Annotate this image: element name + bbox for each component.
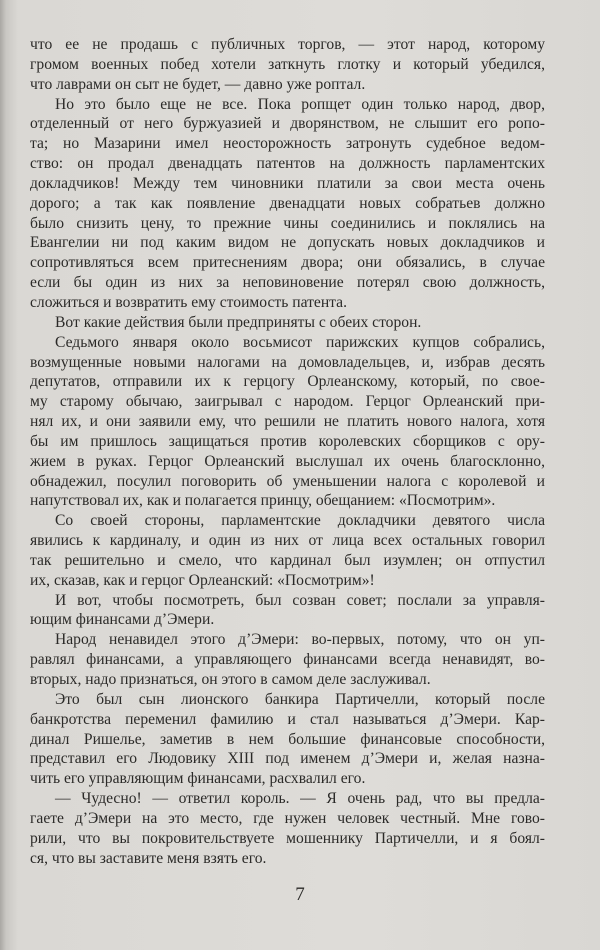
text-line: Евангелии ни под каким видом не допускать новых докладчиков и <box>30 234 545 252</box>
text-line: вторых, надо признаться, он этого в самом деле заслуживал. <box>30 671 431 688</box>
text-line: чить его управляющим финансами, расхвалил его. <box>30 770 366 788</box>
paragraph <box>30 789 545 868</box>
paragraph <box>30 591 545 631</box>
text-line: жием в руках. Герцог Орлеанский выслушал их очень благосклонно, <box>30 452 545 470</box>
text-line: громом военных побед хотели заткнуть глотку и который убедился, <box>30 55 545 73</box>
text-line: му старому обычаю, заигрывал с народом. Герцог Орлеанский при- <box>30 393 545 411</box>
text-line: Народ ненавидел этого д’Эмери: во-первых, потому, что он уп- <box>55 631 545 649</box>
text-line: Седьмого января около восьмисот парижских купцов собрались, <box>55 333 545 351</box>
text-line: отделенный от него буржуазией и дворянством, не слышит его ропо- <box>30 115 545 133</box>
text-line: докладчиков! Между тем чиновники платили за свои места очень <box>30 174 545 192</box>
book-page-text <box>30 35 545 868</box>
text-line: депутатов, отправили их к герцогу Орлеанскому, который, по свое- <box>30 373 545 391</box>
text-line: банкротства переменил фамилию и стал называться д’Эмери. Кар- <box>30 710 545 728</box>
text-line: И вот, чтобы посмотреть, был созван совет; послали за управля- <box>55 591 545 609</box>
text-line: ся, что вы заставите меня взять его. <box>30 849 267 867</box>
text-line: возмущенные новыми налогами на домовладельцев, и, избрав десять <box>30 353 545 371</box>
text-line: было снизить цену, то прежние чины соединились и поклялись на <box>30 214 545 232</box>
paragraph <box>30 313 545 333</box>
text-line: сопротивляться всем притеснениям двора; они обязались, в случае <box>30 254 545 272</box>
text-line: Со своей стороны, парламентские докладчики девятого числа <box>55 512 545 530</box>
paragraph <box>30 333 545 512</box>
text-line: нял их, и они заявили ему, что решили не платить нового налога, хотя <box>30 413 545 431</box>
text-line: явились к кардиналу, и один из них от лица всех остальных говорил <box>30 532 545 550</box>
text-line: представил его Людовику XIII под именем д’Эмери и, желая назна- <box>30 750 545 768</box>
text-line: дорого; а так как появление двенадцати новых собратьев должно <box>30 194 545 212</box>
text-line: если бы один из них за неповиновение потерял свою должность, <box>30 274 545 292</box>
text-line: бы им пришлось защищаться против королевских сборщиков с ору- <box>30 432 545 450</box>
text-line: ство: он продал двенадцать патентов на должность парламентских <box>30 155 545 173</box>
paragraph <box>30 511 545 590</box>
text-line: сложиться и возвратить ему стоимость патента. <box>30 293 347 311</box>
text-line: ющим финансами д’Эмери. <box>30 611 215 629</box>
text-line: — Чудесно! — ответил король. — Я очень рад, что вы предла- <box>55 790 545 808</box>
text-line: так решительно и смело, что кардинал был изумлен; он отпустил <box>30 551 545 569</box>
text-line: рили, что вы покровительствуете мошеннику Партичелли, и я боял- <box>30 829 545 847</box>
text-line: Но это было еще не все. Пока ропщет один только народ, двор, <box>55 95 545 113</box>
paragraph <box>30 35 545 95</box>
text-line: Это был сын лионского банкира Партичелли, который после <box>55 690 545 708</box>
paragraph <box>30 630 545 690</box>
text-line: та; но Мазарини имел неосторожность затронуть судебное ведом- <box>30 135 545 153</box>
page-number: 7 <box>295 884 305 905</box>
text-line: равлял финансами, а управляющего финансами всегда ненавидят, во- <box>30 651 545 669</box>
paragraph <box>30 95 545 313</box>
text-line: что лаврами он сыт не будет, — давно уже роптал. <box>30 75 366 93</box>
text-line: их, сказав, как и герцог Орлеанский: «Посмотрим»! <box>30 571 375 589</box>
text-line: динал Ришелье, заметив в нем большие финансовые способности, <box>30 730 545 748</box>
text-line: напутствовал их, как и полагается принцу, обещанием: «Посмотрим». <box>30 492 496 510</box>
text-line: обнадежил, посулил поговорить об уменьшении налога с королевой и <box>30 472 545 490</box>
text-line: гаете д’Эмери на это место, где нужен человек честный. Мне гово- <box>30 809 545 827</box>
text-line: Вот какие действия были предприняты с обеих сторон. <box>55 313 422 331</box>
paragraph <box>30 690 545 789</box>
text-line: что ее не продашь с публичных торгов, — этот народ, которому <box>30 36 545 53</box>
